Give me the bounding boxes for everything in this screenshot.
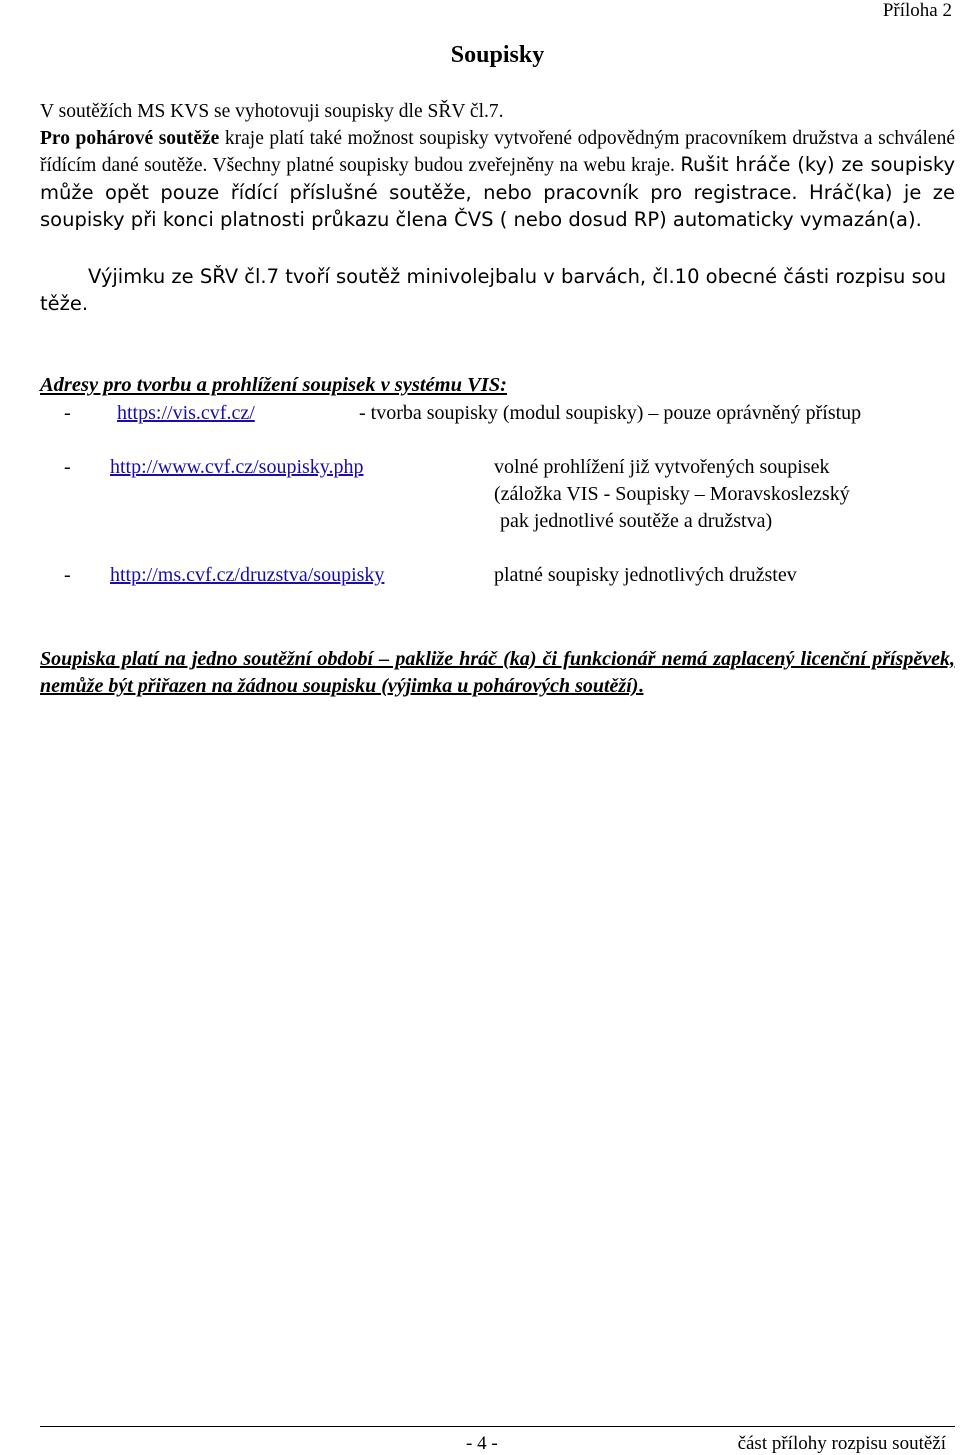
exception-line-end: těže.	[40, 291, 89, 315]
cup-competitions-text: kraje platí také možnost soupisky vytvořené odpovědným pracovníkem družstva a schválené řídícím dané soutěže.	[40, 127, 955, 176]
intro-line: V soutěžích MS KVS se vyhotovuji soupisky dle SŘV čl.7.	[40, 101, 504, 122]
auto-removed-text: Hráč(ka) je ze soupisky při konci platnosti průkazu člena ČVS ( nebo dosud RP) automaticky vymazán(a).	[40, 180, 955, 231]
soupisky-link-description: pak jednotlivé soutěže a družstva)	[500, 510, 773, 532]
page-number: - 4 -	[466, 1433, 498, 1454]
vis-link[interactable]: https://vis.cvf.cz/	[117, 402, 255, 424]
addresses-heading: Adresy pro tvorbu a prohlížení soupisek v systému VIS:	[40, 374, 507, 396]
license-notice	[40, 646, 955, 700]
list-bullet: -	[64, 456, 71, 478]
cup-competitions-label: Pro pohárové soutěže	[40, 127, 220, 149]
druzstva-link[interactable]: http://ms.cvf.cz/druzstva/soupisky	[110, 564, 385, 586]
remove-player-text: Rušit hráče (ky) ze soupisky může opět pouze řídící příslušné soutěže, nebo pracovník pro registrace.	[40, 153, 955, 204]
soupisky-link-description: volné prohlížení již vytvořených soupisek	[494, 456, 830, 478]
page-title: Soupisky	[450, 42, 545, 68]
vis-link-description: - tvorba soupisky (modul soupisky) – pouze oprávněný přístup	[359, 402, 862, 424]
list-bullet: -	[64, 402, 71, 424]
license-notice-text: Soupiska platí na jedno soutěžní období – pakliže hráč (ka) či funkcionář nemá zaplacený licenční příspěvek, nemůže být přiřazen na žádnou soupisku (výjimka u pohárových soutěží)	[40, 648, 955, 697]
exception-line: Výjimku ze SŘV čl.7 tvoří soutěž minivolejbalu v barvách, čl.10 obecné části rozpisu sou	[88, 265, 947, 288]
soupisky-link-description: (záložka VIS - Soupisky – Moravskoslezský	[494, 483, 850, 505]
footer-divider	[40, 1426, 955, 1427]
druzstva-link-description: platné soupisky jednotlivých družstev	[494, 564, 797, 586]
list-bullet: -	[64, 564, 71, 586]
footer-section-label: část přílohy rozpisu soutěží	[737, 1433, 946, 1454]
license-notice-period: .	[638, 675, 644, 697]
intro-paragraph	[40, 99, 955, 235]
appendix-label: Příloha 2	[882, 0, 952, 21]
soupisky-link[interactable]: http://www.cvf.cz/soupisky.php	[110, 456, 364, 478]
exception-paragraph	[40, 264, 955, 317]
published-text: Všechny platné soupisky budou zveřejněny na webu kraje.	[212, 155, 681, 176]
